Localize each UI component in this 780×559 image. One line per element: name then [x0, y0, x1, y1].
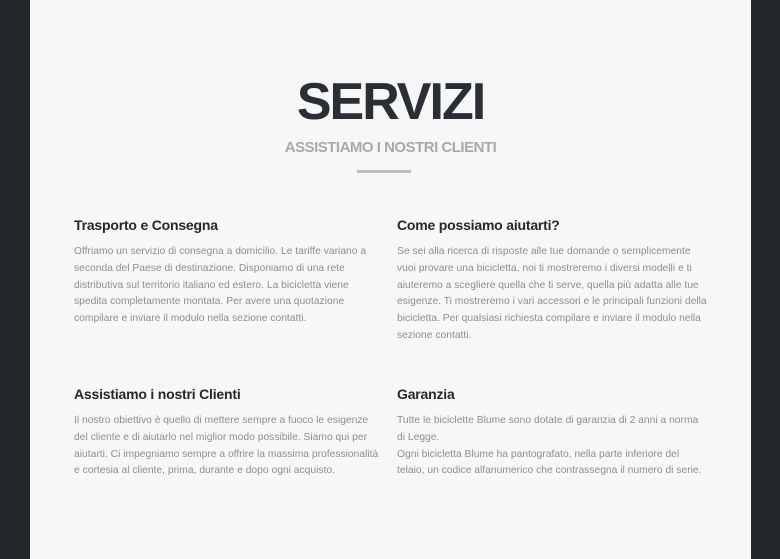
service-text: Il nostro obiettivo è quello di mettere sempre a fuoco le esigenze del cliente e di aiutarlo nel miglior modo possibile. Siamo qui per aiutarti. Ci impegniamo sempre a offrire la massima professionalità e cortesia al cliente, prima, durante e dopo ogni acquisto.: [74, 415, 379, 477]
section-subtitle: ASSISTIAMO I NOSTRI CLIENTI: [284, 139, 497, 156]
service-title: Come possiamo aiutarti?: [397, 217, 560, 233]
service-title: Assistiamo i nostri Clienti: [74, 386, 241, 402]
service-block-warranty: [397, 385, 707, 480]
service-title: Trasporto e Consegna: [74, 217, 218, 233]
service-block-help: [397, 216, 707, 345]
service-text-line2: Ogni bicicletta Blume ha pantografato, nella parte inferiore del telaio, un codice alfanumerico che contrassegna il numero di serie.: [397, 448, 702, 477]
section-title: SERVIZI: [296, 73, 485, 131]
service-text: Offriamo un servizio di consegna a domicilio. Le tariffe variano a seconda del Paese di destinazione. Disponiamo di una rete distributiva sul territorio italiano ed estero. La bicicletta viene spedita completamente montata. Per avere una quotazione compilare e inviare il modulo nella sezione contatti.: [74, 246, 367, 325]
service-block-assistance: [74, 385, 384, 480]
service-block-delivery: [74, 216, 384, 328]
title-divider: [357, 170, 411, 173]
service-title: Garanzia: [397, 386, 455, 402]
service-text: Se sei alla ricerca di risposte alle tue domande o semplicemente vuoi provare una bicicletta, noi ti mostreremo i diversi modelli e ti aiuteremo a scegliere quella che ti serve, quella più adatta alle tue esigenze. Ti mostreremo i vari accessori e le principali funzioni della bicicletta. Per qualsiasi richiesta compilare e inviare il modulo nella sezione contatti.: [397, 246, 707, 341]
services-section: [30, 0, 751, 559]
service-text-line1: Tutte le biciclette Blume sono dotate di garanzia di 2 anni a norma di Legge.: [397, 415, 699, 443]
